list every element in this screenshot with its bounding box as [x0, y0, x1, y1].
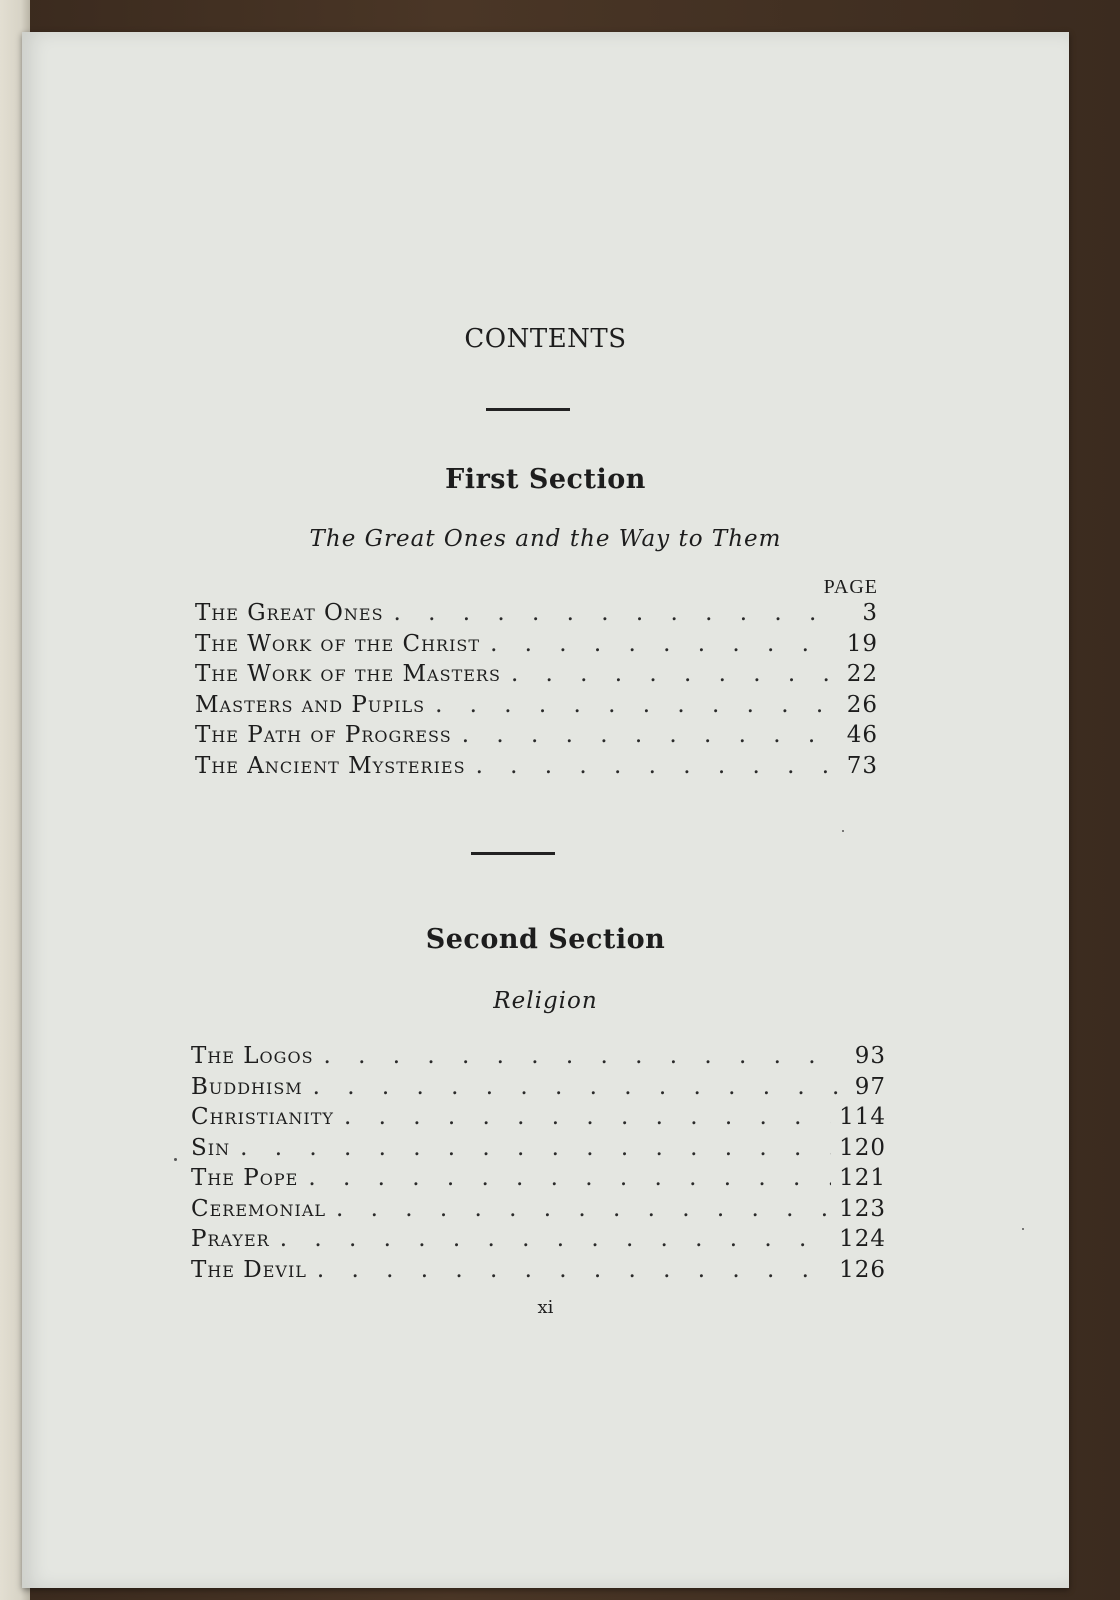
toc-entry-page: 19	[846, 630, 878, 657]
toc-entry-page: 93	[854, 1043, 886, 1069]
toc-entry	[195, 753, 878, 784]
toc-entry	[191, 1043, 886, 1074]
toc-entry	[191, 1135, 886, 1166]
dot-leader	[308, 1165, 831, 1191]
toc-entry	[195, 692, 878, 723]
section-divider-top	[486, 408, 570, 411]
section-heading-first: First Section	[445, 464, 646, 495]
toc-entry	[195, 661, 878, 692]
dot-leader	[462, 722, 830, 748]
toc-entry-title: Prayer	[191, 1226, 270, 1252]
toc-entry-title: Ceremonial	[191, 1195, 327, 1222]
section-heading-second: Second Section	[425, 924, 666, 955]
dot-leader	[317, 1257, 831, 1283]
toc-entry-page: 114	[839, 1104, 886, 1130]
toc-entry-title: The Ancient Mysteries	[195, 752, 466, 779]
toc-entry-page: 126	[839, 1256, 886, 1283]
toc-entry	[195, 600, 878, 631]
toc-entry-page: 124	[839, 1226, 886, 1252]
contents-page	[22, 32, 1069, 1588]
toc-list-first	[195, 600, 878, 783]
toc-entry	[191, 1104, 886, 1135]
dot-leader	[394, 600, 830, 626]
dot-leader	[344, 1104, 831, 1130]
toc-entry-page: 97	[854, 1073, 886, 1100]
toc-entry	[191, 1165, 886, 1196]
section-divider-middle	[471, 852, 555, 855]
toc-entry-title: The Pope	[191, 1165, 299, 1191]
dot-leader	[490, 631, 830, 657]
toc-entry	[195, 722, 878, 753]
contents-title: CONTENTS	[464, 324, 627, 354]
dot-leader	[435, 692, 830, 718]
toc-entry-title: Masters and Pupils	[195, 691, 426, 718]
toc-entry-page: 123	[839, 1195, 886, 1222]
toc-entry-page: 121	[839, 1165, 886, 1191]
section-subtitle-first: The Great Ones and the Way to Them	[309, 526, 782, 552]
paper-speck	[174, 1158, 177, 1161]
toc-entry	[195, 631, 878, 662]
paper-speck	[1022, 1228, 1024, 1230]
page-number-folio: xi	[537, 1297, 554, 1318]
toc-list-second	[191, 1043, 886, 1287]
dot-leader	[240, 1135, 831, 1161]
toc-entry-title: The Logos	[191, 1043, 314, 1069]
toc-entry-title: Sin	[191, 1134, 231, 1161]
toc-entry	[191, 1226, 886, 1257]
toc-entry-title: The Devil	[191, 1256, 307, 1283]
toc-entry-title: The Great Ones	[195, 600, 384, 626]
toc-entry	[191, 1196, 886, 1227]
toc-entry-title: The Work of the Masters	[195, 661, 501, 687]
toc-entry-page: 46	[846, 722, 878, 748]
paper-speck	[842, 830, 844, 832]
toc-entry-page: 73	[846, 752, 878, 779]
section-subtitle-second: Religion	[493, 988, 598, 1014]
toc-entry	[191, 1074, 886, 1105]
dot-leader	[280, 1226, 831, 1252]
page-column-label: PAGE	[823, 576, 878, 598]
dot-leader	[511, 661, 830, 687]
dot-leader	[313, 1074, 838, 1100]
toc-entry-page: 3	[862, 600, 878, 626]
toc-entry-page: 22	[846, 661, 878, 687]
toc-entry-title: The Work of the Christ	[195, 630, 481, 657]
dot-leader	[336, 1196, 831, 1222]
dot-leader	[476, 753, 830, 779]
toc-entry-title: The Path of Progress	[195, 722, 452, 748]
dot-leader	[324, 1043, 838, 1069]
toc-entry-page: 120	[839, 1134, 886, 1161]
toc-entry-title: Christianity	[191, 1104, 334, 1130]
toc-entry-title: Buddhism	[191, 1073, 303, 1100]
toc-entry	[191, 1257, 886, 1288]
toc-entry-page: 26	[846, 691, 878, 718]
